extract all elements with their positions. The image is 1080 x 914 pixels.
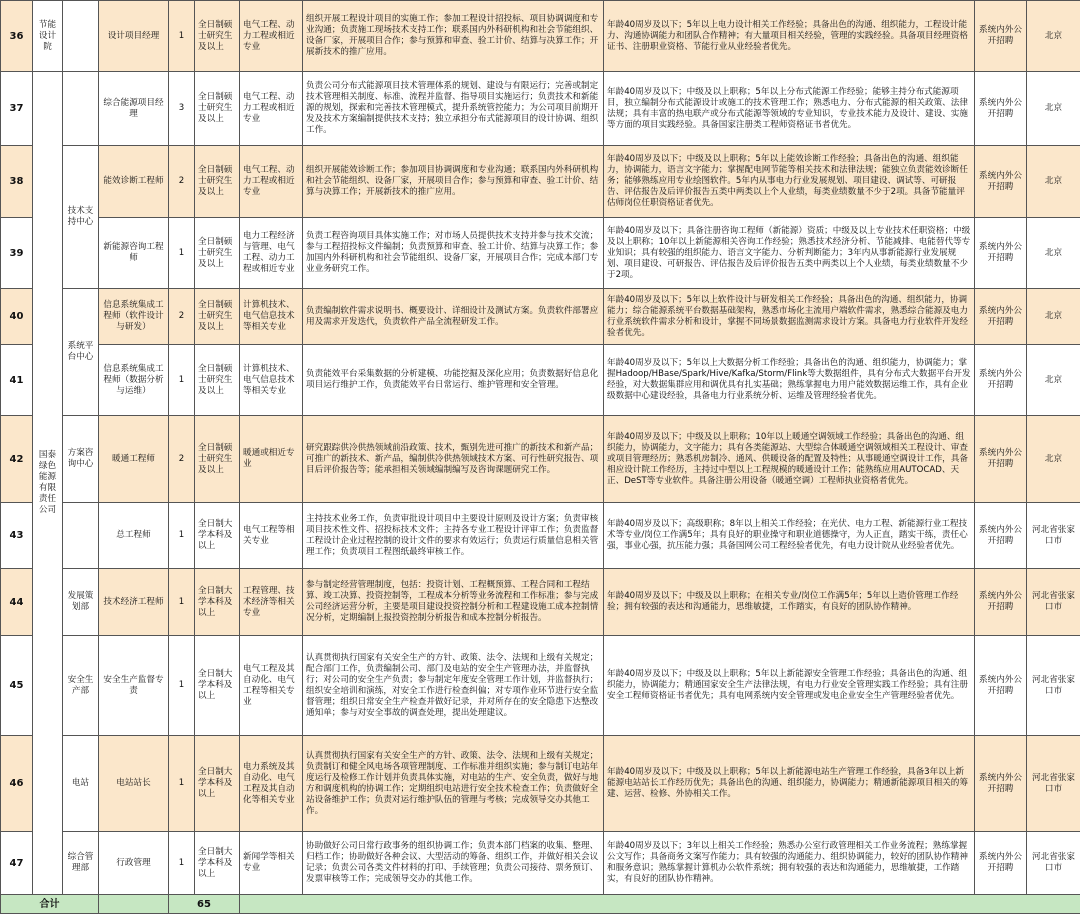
table-row [1,1,1080,72]
row-number: 37 [1,72,33,146]
method-cell: 系统内外公开招聘 [975,1,1027,72]
dept-cell: 发展策划部 [63,569,99,636]
position-cell: 设计项目经理 [99,1,169,72]
education-cell: 全日制硕士研究生及以上 [195,1,240,72]
unit-cell: 国泰绿色能源有限责任公司 [33,72,63,895]
major-cell: 工程管理、技术经济等相关专业 [240,569,303,636]
method-cell: 系统内外公开招聘 [975,289,1027,345]
duty-cell: 负责能效平台采集数据的分析建模、功能挖掘及深化应用；负责数据好信息化项目运行维护工作，负责能效平台日常运行、维护管理和安全管理。 [303,345,604,416]
method-cell: 系统内外公开招聘 [975,569,1027,636]
education-cell: 全日制硕士研究生及以上 [195,72,240,146]
duty-cell: 组织开展能效诊断工作；参加项目协调调度和专业沟通；联系国内外科研机构和社会节能组织、设备厂家，开展项目合作；参与预算和审查、验工计价、结算与决算工作；开展新技术的推广应用。 [303,146,604,218]
position-cell: 安全生产监督专责 [99,636,169,736]
major-cell: 电力工程经济与管理、电气工程、动力工程或相近专业 [240,218,303,289]
requirement-cell: 年龄40周岁及以下；中级及以上职称；5年以上能效诊断工作经验；具备出色的沟通、组织能力，协调能力，语言文字能力；掌握配电网节能等相关技术和法律法规；能独立负责能效诊断任务；能够熟练应用专业绘图软件。5年内从事电力行业发展规划、项目建设、调试等、可研报告、评估报告及后评价报告五类中两类以上个人业绩，每类业绩数量不少于2项。具备节能量评估师岗位任职资格证者优先。 [604,146,975,218]
method-cell: 系统内外公开招聘 [975,636,1027,736]
dept-cell: 综合管理部 [63,832,99,895]
requirement-cell: 年龄40周岁及以下；中级及以上职称；5年以上新能源安全管理工作经验；具备出色的沟通、组织能力，协调能力；精通国家安全生产法律法规，有电力行业安全管理实践工作经验；具有注册安全工程师资格证书者优先；具有电网系统内安全管理或发电企业安全生产管理经验者优先。 [604,636,975,736]
row-number: 47 [1,832,33,895]
duty-cell: 参与制定经营管理制度，包括：投资计划、工程概预算、工程合同和工程结算、竣工决算、投资控制等，工程成本分析等业务流程和工作标准；参与完成公司经济运营分析，主要是项目建设投资控制分析和工程建设施工成本控制情况分析，定期编制上报投资控制分析报告和成本控制分析报告。 [303,569,604,636]
education-cell: 全日制硕士研究生及以上 [195,218,240,289]
method-cell: 系统内外公开招聘 [975,416,1027,503]
location-cell: 北京 [1027,345,1080,416]
duty-cell: 负责公司分布式能源项目技术管理体系的规划、建设与有限运行；完善或制定技术管理相关制度、标准、流程并监督、指导项目实施运行；负责技术和新能源的规划，探索和完善技术管理模式，提升系统管控能力；为公司项目前期开发及技术方案编制提供技术支持；独立承担分布式能源项目的设计协调、组织工作。 [303,72,604,146]
total-label: 合计 [1,895,99,914]
major-cell: 电气工程、动力工程或相近专业 [240,146,303,218]
table-row [1,416,1080,503]
count-cell: 2 [169,289,195,345]
table-row [1,146,1080,218]
dept-cell-empty [63,72,99,146]
duty-cell: 组织开展工程设计项目的实施工作；参加工程设计招投标、项目协调调度和专业沟通；负责施工现场技术支持工作；联系国内外科研机构和社会节能组织、设备厂家，开展项目合作；参与预算和审查、验工计价、结算与决算工作；开展新技术的推广应用。 [303,1,604,72]
row-number: 41 [1,345,33,416]
duty-cell: 负责编制软件需求说明书、概要设计、详细设计及测试方案。负责软件部署应用及需求开发迭代，负责软件产品全流程研发工作。 [303,289,604,345]
duty-cell: 主持技术业务工作，负责审批设计项目中主要设计原则及设计方案；负责审核项目技术性文件、招投标技术文件；主持各专业工程设计评审工作；负责监督工程设计企业过程控制的设计文件的要求有效运行；负责运行质量信息相关管理工作；负责项目工程图纸最终审核工作。 [303,503,604,569]
row-number: 40 [1,289,33,345]
count-cell: 1 [169,569,195,636]
duty-cell: 研究跟踪供冷供热领域前沿政策、技术，甄别先进可推广的新技术和新产品；可推广的新技术、新产品，编制供冷供热领域技术方案、可行性研究报告、项目后评价报告等；能承担相关领域编制编写及咨询课题研究工作。 [303,416,604,503]
location-cell: 河北省张家口市 [1027,832,1080,895]
location-cell: 河北省张家口市 [1027,569,1080,636]
position-cell: 综合能源项目经理 [99,72,169,146]
method-cell: 系统内外公开招聘 [975,736,1027,832]
table-row [1,832,1080,895]
total-spacer [99,895,169,914]
position-cell: 电站站长 [99,736,169,832]
count-cell: 2 [169,146,195,218]
position-cell: 暖通工程师 [99,416,169,503]
row-number: 42 [1,416,33,503]
dept-cell: 安全生产部 [63,636,99,736]
education-cell: 全日制硕士研究生及以上 [195,345,240,416]
count-cell: 1 [169,345,195,416]
count-cell: 1 [169,832,195,895]
count-cell: 2 [169,416,195,503]
table-row [1,736,1080,832]
education-cell: 全日制大学本科及以上 [195,569,240,636]
requirement-cell: 年龄40周岁及以下；中级及以上职称；5年以上新能源电站生产管理工作经验，具备3年以上新能源电站站长工作经历优先；具备出色的沟通、组织能力，协调能力；精通新能源项目相关的筹建、运营、检修、外协相关工作。 [604,736,975,832]
requirement-cell: 年龄40周岁及以下；中级及以上职称；5年以上分布式能源工作经验；能够主持分布式能源项目，独立编制分布式能源设计或施工的技术管理工作；熟悉电力、分布式能源的相关政策、法律法规；具有丰富的热电联产或分布式能源等领域的专业知识，专业技术能力及设计、建设、实施等方面的项目实践经验。具备国家注册类工程师资格证书者优先。 [604,72,975,146]
unit-cell: 节能设计院 [33,1,63,72]
location-cell: 河北省张家口市 [1027,736,1080,832]
table-row [1,345,1080,416]
count-cell: 1 [169,736,195,832]
education-cell: 全日制大学本科及以上 [195,636,240,736]
total-filler [240,895,1080,914]
row-number: 43 [1,503,33,569]
row-number: 36 [1,1,33,72]
major-cell: 暖通或相近专业 [240,416,303,503]
dept-cell: 系统平台中心 [63,289,99,416]
method-cell: 系统内外公开招聘 [975,345,1027,416]
requirement-cell: 年龄40周岁及以下；5年以上软件设计与研发相关工作经验；具备出色的沟通、组织能力，协调能力；综合能源系统平台数据基础架构，熟悉市场化主流用户端软件需求，熟悉综合能源及电力行业系统软件需求分析和设计，掌握不同场景数据监测需求设计方案。具备电力行业软件开发经验者优先。 [604,289,975,345]
method-cell: 系统内外公开招聘 [975,72,1027,146]
requirement-cell: 年龄40周岁及以下；具备注册咨询工程师（新能源）资质；中级及以上专业技术任职资格；中级及以上职称；10年以上新能源相关咨询工作经验；熟悉技术经济分析、节能减排、电能替代等专业知识；具有较强的组织能力、语言文字能力、分析判断能力；3年内从事新能源行业发展规划、项目建设、可研报告、评估报告及后评价报告五类中两类以上个人业绩，每类业绩数量不少于2项。 [604,218,975,289]
position-cell: 信息系统集成工程师（数据分析与运维） [99,345,169,416]
position-cell: 信息系统集成工程师（软件设计与研发） [99,289,169,345]
major-cell: 计算机技术、电气信息技术等相关专业 [240,345,303,416]
location-cell: 河北省张家口市 [1027,503,1080,569]
method-cell: 系统内外公开招聘 [975,503,1027,569]
position-cell: 总工程师 [99,503,169,569]
education-cell: 全日制大学本科及以上 [195,832,240,895]
method-cell: 系统内外公开招聘 [975,832,1027,895]
count-cell: 1 [169,1,195,72]
table-row [1,503,1080,569]
location-cell: 北京 [1027,416,1080,503]
requirement-cell: 年龄40周岁及以下；3年以上相关工作经验；熟悉办公室行政管理相关工作业务流程；熟练掌握公文写作；具备商务文案写作能力；具有较强的沟通能力、组织协调能力，较好的团队协作精神和服务意识；熟练掌握计算机办公软件系统；拥有较强的表达和沟通能力，思维敏捷，工作踏实，有良好的团队协作精神。 [604,832,975,895]
position-cell: 新能源咨询工程师 [99,218,169,289]
requirement-cell: 年龄40周岁及以下；中级及以上职称；10年以上暖通空调领域工作经验；具备出色的沟通、组织能力，协调能力，文字能力；具有各类能源站、大型综合体暖通空调领域相关工程设计、审查或项目管理经历；熟悉机房制冷、通风、供暖设备的配置及特性；从事暖通空调设计工作，具备相应设计院工作经历，主持过中型以上工程规模的暖通设计工作；能熟练应用AUTOCAD、天正、DeST等专业软件。具备注册公用设备（暖通空调）工程师执业资格者优先。 [604,416,975,503]
count-cell: 1 [169,503,195,569]
duty-cell: 负责工程咨询项目具体实施工作；对市场人员提供技术支持并参与技术交流；参与工程招投标文件编制；负责预算和审查、验工计价、结算与决算工作；参加国内外科研机构和社会节能组织、设备厂家，开展项目合作；完成本部门专业业务研究工作。 [303,218,604,289]
count-cell: 1 [169,218,195,289]
major-cell: 电气工程等相关专业 [240,503,303,569]
location-cell: 北京 [1027,218,1080,289]
requirement-cell: 年龄40周岁及以下；5年以上电力设计相关工作经验；具备出色的沟通、组织能力，工程设计能力、沟通协调能力和团队合作精神；有大量项目相关经验，管理的实践经验。具备项目经理资格证书、注册职业资格、节能行业从业经验者优先。 [604,1,975,72]
requirement-cell: 年龄40周岁及以下；中级及以上职称；在相关专业/岗位工作满5年；5年以上造价管理工作经验；拥有较强的表达和沟通能力，思维敏捷，工作踏实，有良好的团队协作精神。 [604,569,975,636]
row-number: 45 [1,636,33,736]
method-cell: 系统内外公开招聘 [975,146,1027,218]
location-cell: 北京 [1027,1,1080,72]
dept-cell: 技术支持中心 [63,146,99,289]
education-cell: 全日制大学本科及以上 [195,736,240,832]
table-row [1,569,1080,636]
row-number: 39 [1,218,33,289]
location-cell: 北京 [1027,146,1080,218]
count-cell: 1 [169,636,195,736]
dept-cell-empty [63,1,99,72]
requirement-cell: 年龄40周岁及以下；5年以上大数据分析工作经验；具备出色的沟通、组织能力，协调能力；掌握Hadoop/HBase/Spark/Hive/Kafka/Storm/Flink等大数据组件，具有分布式大数据平台开发经验，对大数据集群应用和调优具有扎实基础；熟练掌握电力用户能效数据运维工作，具有企业级数据中心建设经验，具备电力行业系统分析、运维及管理经验者优先。 [604,345,975,416]
total-row [1,895,1080,914]
table-row [1,636,1080,736]
method-cell: 系统内外公开招聘 [975,218,1027,289]
dept-cell-empty [63,503,99,569]
requirement-cell: 年龄40周岁及以下；高级职称；8年以上相关工作经验；在光伏、电力工程、新能源行业工程技术等专业/岗位工作满5年；具有良好的职业操守和职业道德操守，为人正直，踏实干练，责任心强，事业心强，抗压能力强；具备国网公司工程经验者优先，有电力设计院从业经验者优先。 [604,503,975,569]
education-cell: 全日制硕士研究生及以上 [195,146,240,218]
location-cell: 河北省张家口市 [1027,636,1080,736]
row-number: 38 [1,146,33,218]
duty-cell: 认真贯彻执行国家有关安全生产的方针、政策、法令、法规和上级有关规定；负责制订和健全风电场各项管理制度、工作标准并组织实施；参与制订电站年度运行及检修工作计划并负责具体实施，对电站的生产、安全负责，做好与地方和调度机构的协调工作；定期组织电站进行安全技术检查工作；负责做好全站设备维护工作；负责对运行维护队伍的管理与考核；完成领导交办其他工作。 [303,736,604,832]
major-cell: 新闻学等相关专业 [240,832,303,895]
major-cell: 电气工程、动力工程或相近专业 [240,72,303,146]
education-cell: 全日制硕士研究生及以上 [195,416,240,503]
location-cell: 北京 [1027,72,1080,146]
duty-cell: 协助做好公司日常行政事务的组织协调工作；负责本部门档案的收集、整理、归档工作；协助做好各种会议、大型活动的筹备、组织工作，并做好相关会议记录；负责公司各类文件材料的打印、手续管理；负责公司接待、票务预订、发票审核等工作；完成领导交办的其他工作。 [303,832,604,895]
dept-cell: 电站 [63,736,99,832]
duty-cell: 认真贯彻执行国家有关安全生产的方针、政策、法令、法规和上级有关规定；配合部门工作，负责编制公司、部门及电站的安全生产管理办法，并监督执行；对公司的安全生产负责；参与制定年度安全管理工作计划，并监督执行；组织安全培训和演练，对安全工作进行检查纠偏；对专项作业环节进行安全监督管理；组织日常安全生产检查并做好记录，并对所存在的安全隐患下达整改通知单；参与对安全事故的调查处理，提出处理建议。 [303,636,604,736]
major-cell: 电气工程、动力工程或相近专业 [240,1,303,72]
count-cell: 3 [169,72,195,146]
position-cell: 技术经济工程师 [99,569,169,636]
major-cell: 电力系统及其自动化、电气工程及其自动化等相关专业 [240,736,303,832]
table-row [1,289,1080,345]
table-row [1,218,1080,289]
total-count: 65 [169,895,240,914]
row-number: 44 [1,569,33,636]
major-cell: 计算机技术、电气信息技术等相关专业 [240,289,303,345]
position-cell: 能效诊断工程师 [99,146,169,218]
location-cell: 北京 [1027,289,1080,345]
position-cell: 行政管理 [99,832,169,895]
dept-cell: 方案咨询中心 [63,416,99,503]
table-row [1,72,1080,146]
education-cell: 全日制大学本科及以上 [195,503,240,569]
education-cell: 全日制硕士研究生及以上 [195,289,240,345]
major-cell: 电气工程及其自动化、电气工程等相关专业 [240,636,303,736]
row-number: 46 [1,736,33,832]
